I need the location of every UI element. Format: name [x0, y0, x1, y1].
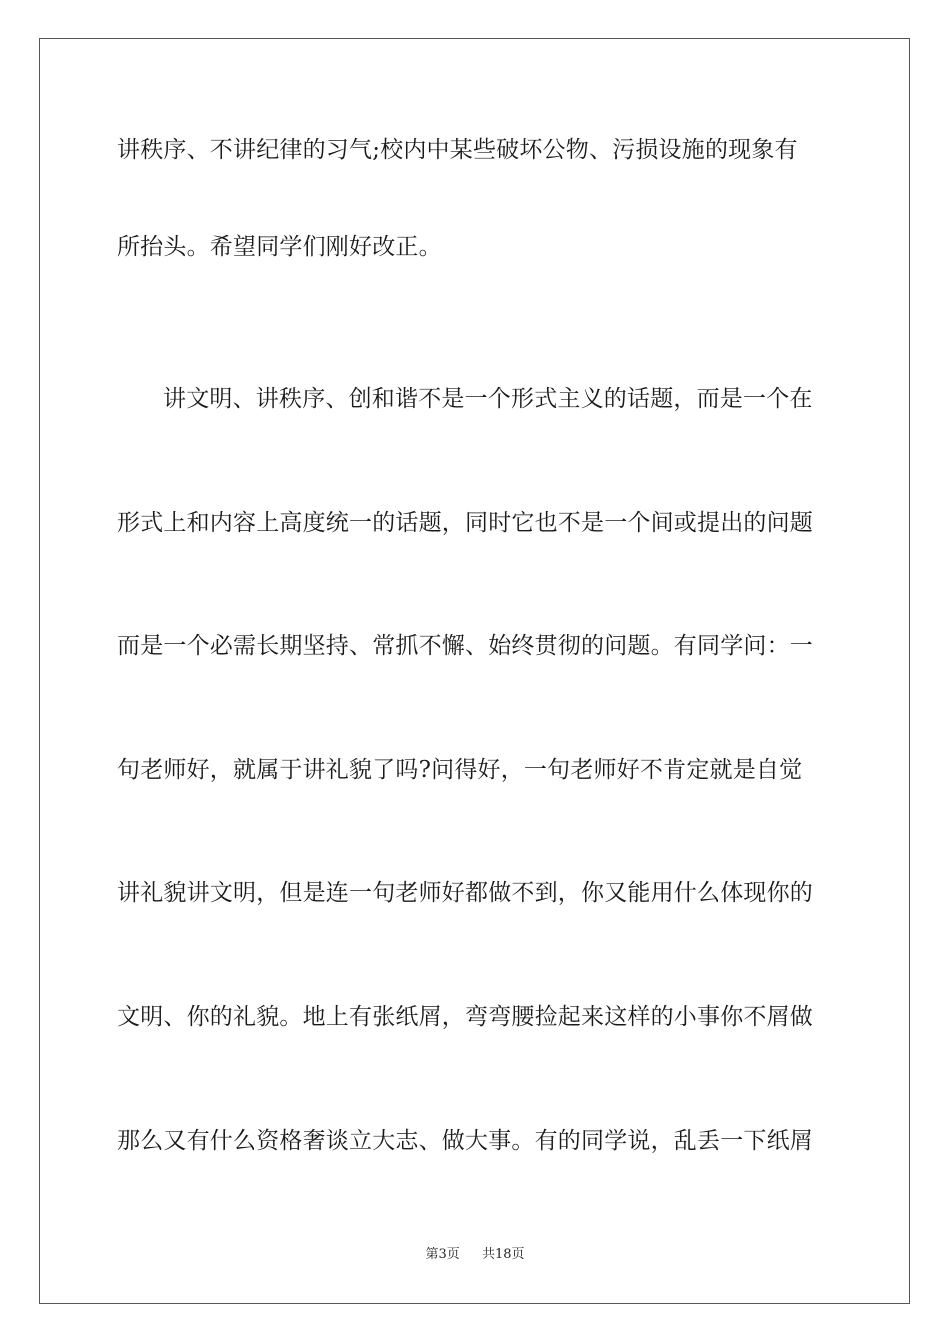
page-total: 共18页: [482, 1247, 525, 1262]
body-text-line: 所抬头。希望同学们刚好改正。: [117, 234, 442, 260]
page-number: 第3页: [425, 1247, 460, 1262]
body-text-line: 句老师好，就属于讲礼貌了吗?问得好，一句老师好不肯定就是自觉: [117, 757, 803, 783]
body-text-line: 形式上和内容上高度统一的话题，同时它也不是一个间或提出的问题: [117, 510, 813, 536]
body-text-line: 讲秩序、不讲纪律的习气;校内中某些破坏公物、污损设施的现象有: [117, 137, 798, 163]
paragraph-first-line: 讲文明、讲秩序、创和谐不是一个形式主义的话题，而是一个在: [163, 386, 813, 412]
body-text-line: 而是一个必需长期坚持、常抓不懈、始终贯彻的问题。有同学问：一: [117, 633, 813, 659]
body-text-line: 文明、你的礼貌。地上有张纸屑，弯弯腰捡起来这样的小事你不屑做: [117, 1004, 813, 1030]
body-text-line: 讲礼貌讲文明，但是连一句老师好都做不到，你又能用什么体现你的: [117, 880, 813, 906]
page-footer: [0, 1246, 950, 1264]
body-text-line: 那么又有什么资格奢谈立大志、做大事。有的同学说，乱丢一下纸屑: [117, 1128, 813, 1154]
page-border: [39, 38, 910, 1304]
